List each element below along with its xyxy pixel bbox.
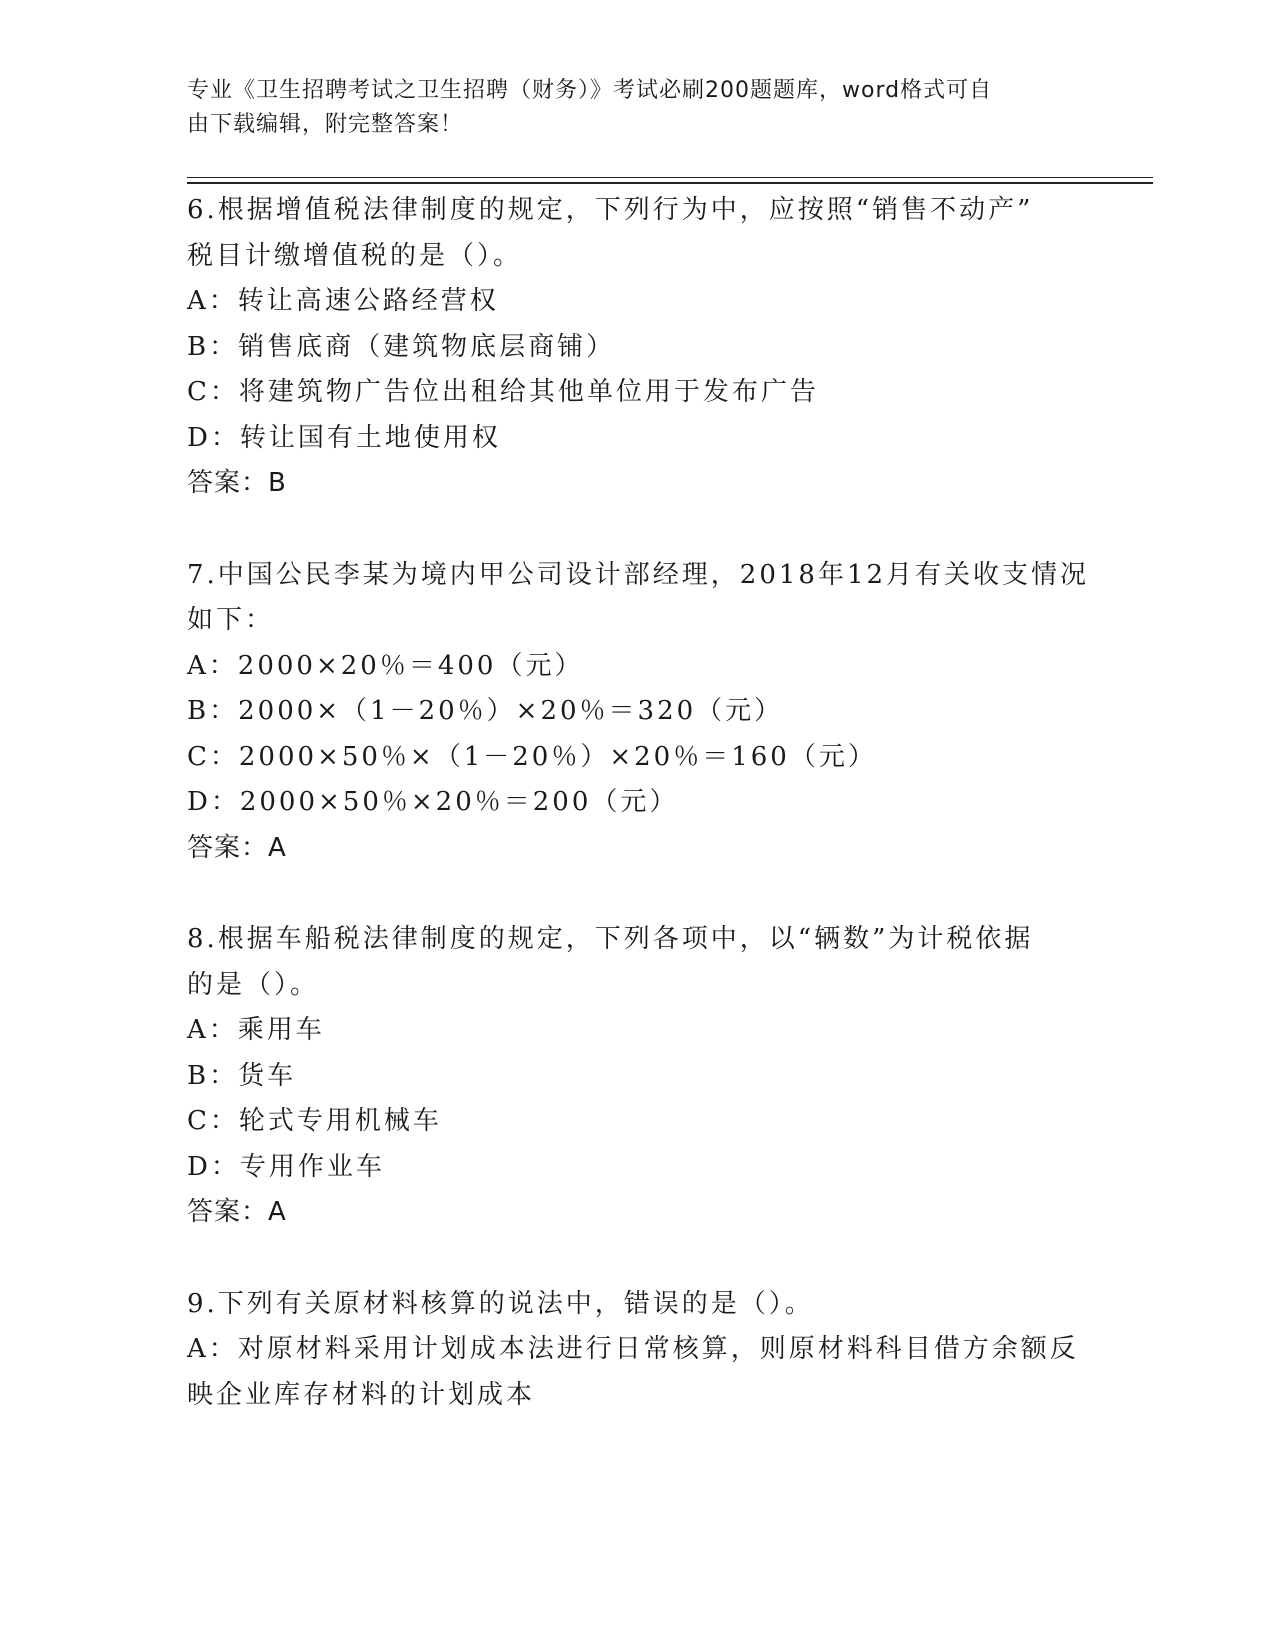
question-block	[187, 553, 1090, 872]
document-header	[187, 74, 1067, 142]
option-line: D：转让国有土地使用权	[187, 422, 501, 453]
question-list	[187, 188, 1090, 1464]
option-line: D：专用作业车	[187, 1151, 385, 1182]
question-stem-line: 税目计缴增值税的是（）。	[187, 240, 523, 271]
option-line: B：销售底商（建筑物底层商铺）	[187, 331, 616, 362]
option-line: D：2000×50％×20％＝200（元）	[187, 787, 679, 817]
question-block	[187, 917, 1087, 1236]
option-line: C：轮式专用机械车	[187, 1106, 442, 1136]
question-stem-line: 6.根据增值税法律制度的规定，下列行为中，应按照“销售不动产”	[187, 195, 1034, 225]
header-line-1: 专业《卫生招聘考试之卫生招聘（财务）》考试必刷200题题库，word格式可自	[187, 78, 993, 103]
question-stem-line: 9.下列有关原材料核算的说法中，错误的是（）。	[187, 1288, 814, 1319]
option-line: B：2000×（1－20％）×20％＝320（元）	[187, 696, 784, 726]
question-stem-line: 如下：	[187, 605, 275, 635]
answer-line: 答案：B	[187, 468, 287, 498]
option-line: 映企业库存材料的计划成本	[187, 1379, 536, 1410]
option-line: C：2000×50％×（1－20％）×20％＝160（元）	[187, 741, 877, 772]
option-line: B：货车	[187, 1060, 297, 1091]
option-line: A：转让高速公路经营权	[187, 286, 499, 316]
question-stem-line: 的是（）。	[187, 969, 320, 1000]
option-line: C：将建筑物广告位出租给其他单位用于发布广告	[187, 377, 819, 407]
option-line: A：2000×20％＝400（元）	[187, 650, 584, 681]
question-stem-line: 8.根据车船税法律制度的规定，下列各项中，以“辆数”为计税依据	[187, 924, 1034, 954]
answer-line: 答案：A	[187, 1197, 287, 1227]
header-divider-thick	[187, 182, 1153, 184]
header-divider-thin	[187, 177, 1153, 178]
question-block	[187, 1282, 1087, 1419]
option-line: A：乘用车	[187, 1015, 325, 1045]
question-block	[187, 188, 1087, 507]
answer-line: 答案：A	[187, 832, 287, 863]
header-line-2: 由下载编辑，附完整答案！	[187, 112, 464, 137]
option-line: A：对原材料采用计划成本法进行日常核算，则原材料科目借方余额反	[187, 1334, 1079, 1364]
question-stem-line: 7.中国公民李某为境内甲公司设计部经理，2018年12月有关收支情况	[187, 559, 1090, 590]
